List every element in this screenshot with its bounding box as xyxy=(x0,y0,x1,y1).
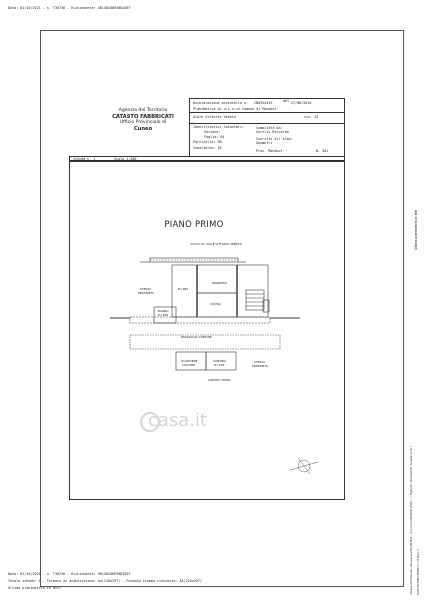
cantina-height-label: H=278 xyxy=(214,363,225,367)
room-height-label: H=280 xyxy=(178,287,189,291)
right-margin-mid: Ultima planimetria in atti xyxy=(414,210,418,250)
controterra-label: CONTRO TERRA xyxy=(208,378,231,382)
del-date: 27/08/2010 xyxy=(291,101,312,105)
agency-line4: Cuneo xyxy=(133,126,153,132)
header-text: Data: 01/10/2021 - n. T30736 - Richiedente: GRLGDI66R30D205F xyxy=(8,6,131,10)
address-text: Viale Vittorio Veneto xyxy=(193,115,236,119)
quartiere-label-2: COMUNE xyxy=(182,363,195,367)
albo-text: Geometri xyxy=(256,141,273,145)
vuoto-label: VUOTO SU VIALE VITTORIO VENETO xyxy=(190,242,242,246)
scala-text: Scala 1:200 xyxy=(114,157,137,161)
agency-line3: Ufficio Provinciale di xyxy=(119,120,167,125)
scheda-text: Scheda n. 1 xyxy=(73,157,96,161)
compilata-label: Compilata da: xyxy=(256,126,283,130)
footer-line2: Totale schede: 1 - Formato di acquisizione: A4(210x297) - Formato stampa richiesto: A4(210x297) xyxy=(8,579,202,583)
right-margin-line1: Catasto dei Fabbricati - Situazione al 01/10/2021 - Comune di MONDOVI'(F351) - < Foglio 64 - Particella 98 - Subalterno 16 > xyxy=(410,445,413,595)
n-text: N. 301 xyxy=(316,149,329,153)
bagno-height-label: H=280 xyxy=(158,313,169,317)
right-margin-line2: VIALE VITTORIO VENETO n. 25 Piano 1 xyxy=(417,549,420,595)
iscritto-label: Iscritto all'albo: xyxy=(256,137,293,141)
agency-line1: Agenzia del Territorio xyxy=(118,108,168,113)
footer-line3: Ultima planimetria in atti xyxy=(8,586,62,590)
ident-title: Identificativi Catastali: xyxy=(193,125,245,129)
stessa-left-label-2: PROPRIETA xyxy=(138,291,154,295)
subalterno-text: Subalterno: 16 xyxy=(193,146,222,150)
compass-icon xyxy=(290,458,318,474)
planimetria-text: Planimetria di u.i.u.in Comune di Mondovi' xyxy=(193,107,279,111)
del-label: del xyxy=(283,99,290,103)
stessa-left-label-1: STESSA xyxy=(140,287,152,291)
stessa-right-label-1: STESSA xyxy=(254,360,266,364)
stessa-right-label-2: PROPRIETA xyxy=(252,364,268,368)
prov-text: Prov. Mondovi' xyxy=(256,149,285,153)
agency-line2: CATASTO FABBRICATI xyxy=(112,114,174,120)
passaggio-label: PASSAGGIO COMUNE xyxy=(181,335,212,339)
compilatore-text: Garelli Riccardo xyxy=(256,130,289,134)
dich-number: CN0354419 xyxy=(254,101,273,105)
plan-title: PIANO PRIMO xyxy=(164,219,224,229)
particella-text: Particella: 98 xyxy=(193,140,222,144)
bagno-label: BAGNO xyxy=(158,309,169,313)
cucina-label: CUCINA xyxy=(210,302,222,306)
footer-line1: Data: 01/10/2021 - n. T30736 - Richiedente: GRLGDI66R30D205F xyxy=(8,572,131,576)
dich-label: Dichiarazione protocollo n. xyxy=(193,101,249,105)
watermark-text: casa.it xyxy=(148,410,208,431)
sezione-text: Sezione: xyxy=(204,130,221,134)
foglio-text: Foglio: 64 xyxy=(204,135,225,139)
cantina-label: CANTINA xyxy=(213,359,226,363)
quartiere-label-1: QUARTIERE xyxy=(181,359,198,363)
civ-text: civ. 25 xyxy=(304,115,319,119)
ingresso-label: INGRESSO xyxy=(212,281,228,285)
